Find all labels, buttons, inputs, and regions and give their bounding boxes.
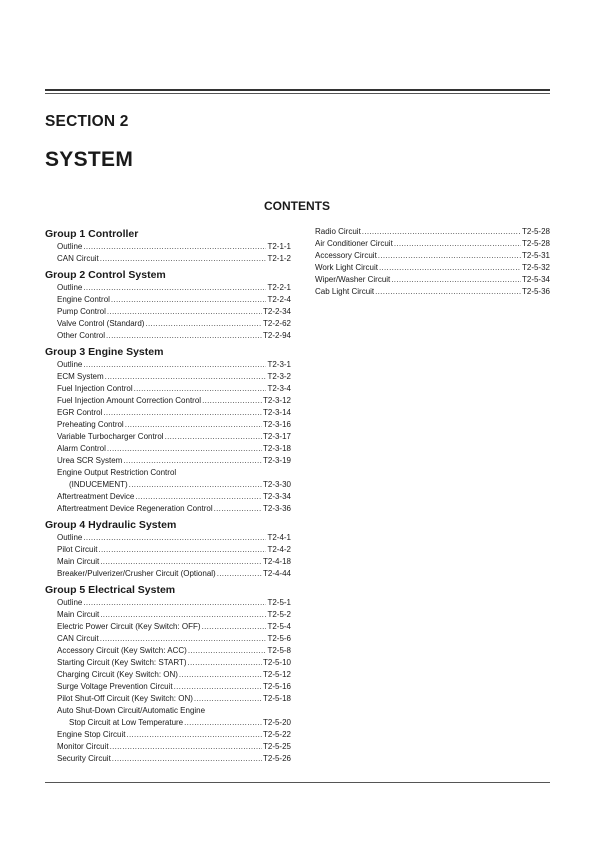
toc-entry-label: Other Control <box>57 331 106 340</box>
toc-entry[interactable] <box>57 693 291 705</box>
toc-entry[interactable] <box>57 532 291 544</box>
dot-leader <box>135 491 262 503</box>
dot-leader <box>103 407 262 419</box>
toc-entry-label: Outline <box>57 242 83 251</box>
toc-entry[interactable] <box>57 729 291 741</box>
toc-page-number: T2-5-26 <box>262 754 291 763</box>
header-rule-thick <box>45 89 550 91</box>
toc-entry-label: Monitor Circuit <box>57 742 109 751</box>
toc-page-number: T2-5-28 <box>521 227 550 236</box>
toc-entry-label: Air Conditioner Circuit <box>315 239 393 248</box>
toc-entry[interactable] <box>315 262 550 274</box>
page-title: SYSTEM <box>45 148 134 171</box>
group-entries <box>45 359 291 515</box>
toc-left-column <box>45 226 291 767</box>
toc-entry-continuation: Stop Circuit at Low Temperature <box>69 718 184 727</box>
toc-page-number: T2-3-12 <box>262 396 291 405</box>
dot-leader <box>379 262 521 274</box>
toc-entry[interactable] <box>57 407 291 419</box>
toc-entry[interactable] <box>57 491 291 503</box>
toc-page-number: T2-5-2 <box>267 610 291 619</box>
toc-entry-label: Alarm Control <box>57 444 106 453</box>
toc-page-number: T2-5-28 <box>521 239 550 248</box>
toc-entry[interactable] <box>57 657 291 669</box>
toc-entry[interactable] <box>57 741 291 753</box>
toc-entry-label: Main Circuit <box>57 610 100 619</box>
toc-page-number: T2-4-18 <box>262 557 291 566</box>
dot-leader <box>202 621 267 633</box>
toc-page-number: T2-2-94 <box>262 331 291 340</box>
toc-entry-label: Accessory Circuit (Key Switch: ACC) <box>57 646 187 655</box>
dot-leader <box>106 330 262 342</box>
toc-entry-label[interactable]: Auto Shut-Down Circuit/Automatic Engine <box>57 706 206 715</box>
toc-page-number: T2-5-34 <box>521 275 550 284</box>
toc-entry[interactable] <box>57 371 291 383</box>
toc-entry-label: Variable Turbocharger Control <box>57 432 164 441</box>
contents-heading: CONTENTS <box>264 199 330 213</box>
toc-entry[interactable] <box>57 503 291 515</box>
toc-entry[interactable] <box>57 681 291 693</box>
toc-entry[interactable] <box>57 609 291 621</box>
toc-page-number: T2-3-4 <box>267 384 291 393</box>
toc-page-number: T2-3-2 <box>267 372 291 381</box>
dot-leader <box>394 238 521 250</box>
toc-entry-label: Charging Circuit (Key Switch: ON) <box>57 670 178 679</box>
toc-entry-label: Starting Circuit (Key Switch: START) <box>57 658 187 667</box>
dot-leader <box>184 717 262 729</box>
dot-leader <box>145 318 262 330</box>
dot-leader <box>83 359 266 371</box>
toc-entry-label: Pump Control <box>57 307 106 316</box>
toc-entry[interactable] <box>57 294 291 306</box>
toc-entry-label: Fuel Injection Amount Correction Control <box>57 396 202 405</box>
toc-page-number: T2-1-1 <box>267 242 291 251</box>
toc-entry-label: Pilot Shut-Off Circuit (Key Switch: ON) <box>57 694 193 703</box>
dot-leader <box>378 250 521 262</box>
group-entries <box>45 532 291 580</box>
dot-leader <box>188 657 262 669</box>
toc-entry[interactable] <box>57 455 291 467</box>
toc-page-number: T2-4-1 <box>267 533 291 542</box>
toc-entry[interactable] <box>57 443 291 455</box>
dot-leader <box>179 669 262 681</box>
toc-entry[interactable] <box>315 250 550 262</box>
toc-entry[interactable] <box>57 253 291 265</box>
toc-page-number: T2-3-17 <box>262 432 291 441</box>
toc-entry[interactable] <box>57 645 291 657</box>
toc-entry[interactable] <box>315 238 550 250</box>
dot-leader <box>100 609 266 621</box>
toc-page-number: T2-5-6 <box>267 634 291 643</box>
toc-entry-label[interactable]: Engine Output Restriction Control <box>57 468 177 477</box>
toc-entry[interactable] <box>315 286 550 298</box>
toc-entry[interactable] <box>57 318 291 330</box>
toc-entry-label: EGR Control <box>57 408 103 417</box>
toc-entry-label: CAN Circuit <box>57 254 99 263</box>
dot-leader <box>362 226 521 238</box>
dot-leader <box>214 503 262 515</box>
toc-page-number: T2-4-44 <box>262 569 291 578</box>
toc-page-number: T2-5-10 <box>262 658 291 667</box>
toc-entry-label: Electric Power Circuit (Key Switch: OFF) <box>57 622 201 631</box>
toc-page-number: T2-1-2 <box>267 254 291 263</box>
group-heading[interactable]: Group 4 Hydraulic System <box>45 519 177 531</box>
toc-entry[interactable] <box>57 479 291 491</box>
toc-right-column <box>315 226 550 298</box>
toc-entry[interactable] <box>57 621 291 633</box>
toc-page-number: T2-3-16 <box>262 420 291 429</box>
toc-page-number: T2-5-20 <box>262 718 291 727</box>
toc-entry-label: Outline <box>57 360 83 369</box>
group-entries <box>45 597 291 765</box>
toc-entry-label: ECM System <box>57 372 104 381</box>
toc-entry-label: Surge Voltage Prevention Circuit <box>57 682 173 691</box>
toc-entry[interactable] <box>57 359 291 371</box>
toc-entry[interactable] <box>315 274 550 286</box>
toc-entry-label: Security Circuit <box>57 754 111 763</box>
group-heading[interactable]: Group 5 Electrical System <box>45 584 176 596</box>
toc-entry-label: Outline <box>57 533 83 542</box>
dot-leader <box>202 395 262 407</box>
toc-page-number: T2-5-16 <box>262 682 291 691</box>
toc-entry[interactable] <box>57 282 291 294</box>
toc-page-number: T2-2-62 <box>262 319 291 328</box>
toc-entry[interactable] <box>57 241 291 253</box>
toc-entry[interactable] <box>57 330 291 342</box>
toc-entry[interactable] <box>57 306 291 318</box>
toc-entry-label: Preheating Control <box>57 420 124 429</box>
toc-entry[interactable] <box>57 753 291 765</box>
dot-leader <box>217 568 262 580</box>
toc-entry[interactable] <box>57 419 291 431</box>
dot-leader <box>111 294 267 306</box>
toc-entry[interactable] <box>57 395 291 407</box>
dot-leader <box>110 741 262 753</box>
group-heading[interactable]: Group 3 Engine System <box>45 346 164 358</box>
dot-leader <box>391 274 521 286</box>
dot-leader <box>100 253 267 265</box>
dot-leader <box>188 645 267 657</box>
dot-leader <box>112 753 262 765</box>
toc-entry-label: Main Circuit <box>57 557 100 566</box>
toc-entry[interactable] <box>57 383 291 395</box>
toc-entry-label: Work Light Circuit <box>315 263 378 272</box>
toc-entry-label: Fuel Injection Control <box>57 384 133 393</box>
toc-page-number: T2-5-31 <box>521 251 550 260</box>
toc-entry-label: Wiper/Washer Circuit <box>315 275 391 284</box>
toc-page-number: T2-3-36 <box>262 504 291 513</box>
toc-page-number: T2-5-36 <box>521 287 550 296</box>
header-rule-thin <box>45 93 550 94</box>
toc-entry-label: Aftertreatment Device Regeneration Control <box>57 504 213 513</box>
toc-entry[interactable] <box>57 544 291 556</box>
toc-page-number: T2-2-4 <box>267 295 291 304</box>
footer-rule <box>45 782 550 783</box>
dot-leader <box>129 479 262 491</box>
toc-page-number: T2-2-34 <box>262 307 291 316</box>
toc-entry-continuation: (INDUCEMENT) <box>69 480 128 489</box>
toc-entry-label: Outline <box>57 598 83 607</box>
group-heading[interactable]: Group 2 Control System <box>45 269 166 281</box>
toc-page-number: T2-3-34 <box>262 492 291 501</box>
toc-page-number: T2-3-19 <box>262 456 291 465</box>
toc-entry-label: Engine Stop Circuit <box>57 730 126 739</box>
toc-entry[interactable] <box>57 568 291 580</box>
toc-entry[interactable] <box>57 717 291 729</box>
toc-page-number: T2-3-1 <box>267 360 291 369</box>
dot-leader <box>174 681 262 693</box>
section-label: SECTION 2 <box>45 113 129 130</box>
dot-leader <box>100 556 262 568</box>
dot-leader <box>107 443 262 455</box>
dot-leader <box>375 286 521 298</box>
dot-leader <box>194 693 262 705</box>
dot-leader <box>105 371 267 383</box>
toc-entry[interactable] <box>57 597 291 609</box>
dot-leader <box>125 419 262 431</box>
toc-entry[interactable] <box>57 556 291 568</box>
toc-page-number: T2-5-32 <box>521 263 550 272</box>
toc-entry-label: Breaker/Pulverizer/Crusher Circuit (Optional) <box>57 569 216 578</box>
toc-page-number: T2-2-1 <box>267 283 291 292</box>
dot-leader <box>165 431 262 443</box>
dot-leader <box>100 633 267 645</box>
toc-entry[interactable] <box>315 226 550 238</box>
toc-page-number: T2-5-18 <box>262 694 291 703</box>
toc-entry-label: Engine Control <box>57 295 110 304</box>
dot-leader <box>83 532 266 544</box>
toc-entry-label: Urea SCR System <box>57 456 123 465</box>
group-heading[interactable]: Group 1 Controller <box>45 228 139 240</box>
dot-leader <box>83 282 266 294</box>
toc-page-number: T2-5-4 <box>267 622 291 631</box>
toc-page-number: T2-5-8 <box>267 646 291 655</box>
group-entries <box>45 282 291 342</box>
toc-entry-label: Cab Light Circuit <box>315 287 375 296</box>
toc-entry-label: Radio Circuit <box>315 227 361 236</box>
dot-leader <box>134 383 267 395</box>
toc-entry[interactable] <box>57 633 291 645</box>
toc-page-number: T2-3-14 <box>262 408 291 417</box>
toc-entry[interactable] <box>57 431 291 443</box>
toc-entry-label: Valve Control (Standard) <box>57 319 145 328</box>
toc-page-number: T2-5-12 <box>262 670 291 679</box>
dot-leader <box>123 455 262 467</box>
toc-entry-label: Aftertreatment Device <box>57 492 135 501</box>
dot-leader <box>98 544 266 556</box>
toc-page-number: T2-5-1 <box>267 598 291 607</box>
toc-entry[interactable] <box>57 669 291 681</box>
dot-leader <box>83 241 266 253</box>
toc-entry-label: CAN Circuit <box>57 634 99 643</box>
toc-entry-label: Pilot Circuit <box>57 545 98 554</box>
toc-entry-label: Accessory Circuit <box>315 251 377 260</box>
toc-page-number: T2-3-30 <box>262 480 291 489</box>
toc-page-number: T2-5-22 <box>262 730 291 739</box>
group-entries <box>45 241 291 265</box>
dot-leader <box>107 306 262 318</box>
dot-leader <box>83 597 266 609</box>
toc-page-number: T2-5-25 <box>262 742 291 751</box>
dot-leader <box>126 729 262 741</box>
toc-entry-label: Outline <box>57 283 83 292</box>
toc-page-number: T2-4-2 <box>267 545 291 554</box>
toc-page-number: T2-3-18 <box>262 444 291 453</box>
